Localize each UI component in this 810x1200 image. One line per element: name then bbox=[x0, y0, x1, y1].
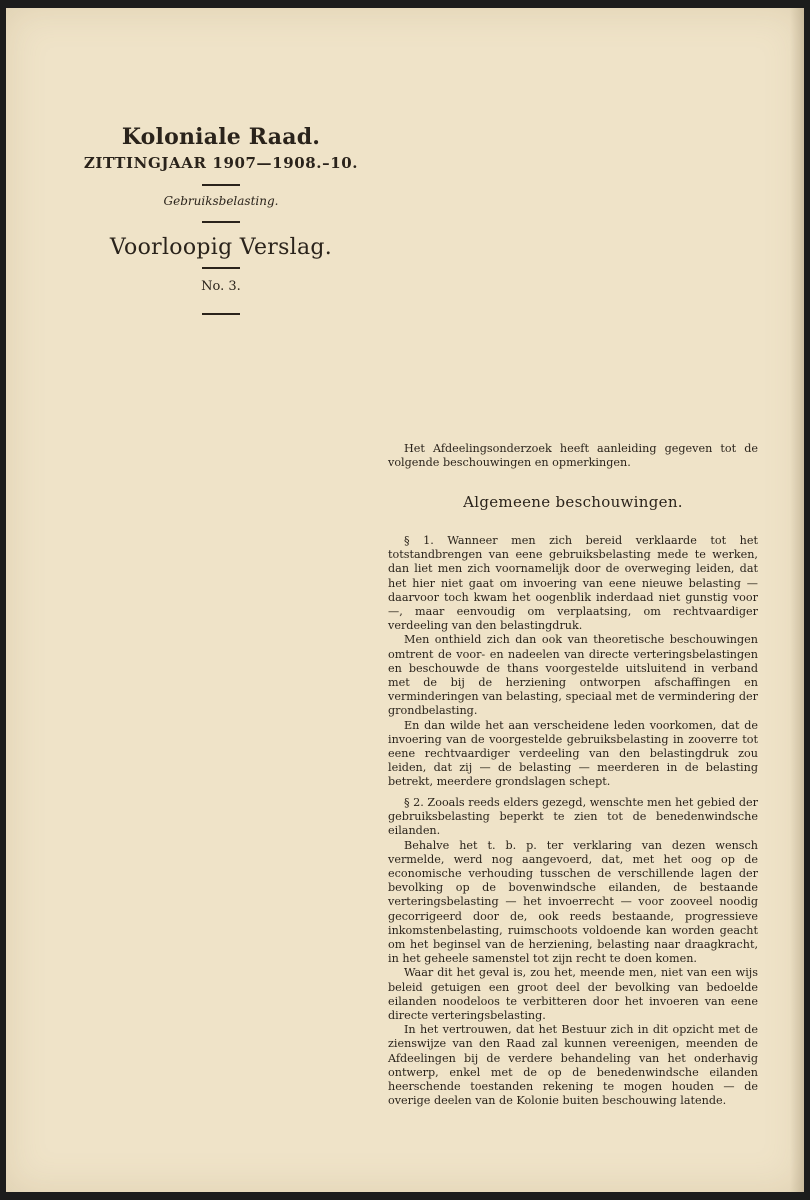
divider bbox=[202, 313, 240, 315]
paragraph: Behalve het t. b. p. ter verklaring van dezen wensch vermelde, werd nog aangevoerd, dat, met het oog op de economische verhouding tusschen de verschillende lagen der bevolking op de bovenwindsche eilanden, de bestaande verteringsbelasting — het invoerrecht — voor zooveel noodig gecorrigeerd door de, ook reeds bestaande, progressieve inkomstenbelasting, ruimschoots voldoende kan worden geacht om het beginsel van de herziening, belasting naar draagkracht, in het geheele samenstel tot zijn recht te doen komen. bbox=[388, 838, 758, 966]
section-1 bbox=[388, 534, 758, 790]
subject-label: Gebruiksbelasting. bbox=[163, 194, 279, 208]
council-title: Koloniale Raad. bbox=[121, 124, 321, 150]
intro-paragraph bbox=[388, 442, 758, 470]
document-number: No. 3. bbox=[201, 279, 241, 294]
paragraph: En dan wilde het aan verscheidene leden voorkomen, dat de invoering van de voorgestelde gebruiksbelasting in zooverre tot eene rechtvaardiger verdeeling van den belastingdruk zou leiden, dat zij — de belasting — meerderen in de belasting betrekt, meerdere grondslagen schept. bbox=[388, 718, 758, 789]
paragraph: § 2. Zooals reeds elders gezegd, wenschte men het gebied der gebruiksbelasting beperkt te zien tot de benedenwindsche eilanden. bbox=[388, 796, 758, 838]
intro-text: Het Afdeelingsonderzoek heeft aanleiding gegeven tot de volgende beschouwingen en opmerkingen. bbox=[388, 442, 758, 470]
divider bbox=[202, 267, 240, 269]
session-year: ZITTINGJAAR 1907—1908.–10. bbox=[83, 154, 359, 172]
report-title: Voorloopig Verslag. bbox=[109, 235, 333, 260]
divider bbox=[202, 184, 240, 186]
paragraph: Waar dit het geval is, zou het, meende men, niet van een wijs beleid getuigen een groot deel der bevolking van bedoelde eilanden noodeloos te verbitteren door het invoeren van eene directe verteringsbelasting. bbox=[388, 966, 758, 1023]
paragraph: § 1. Wanneer men zich bereid verklaarde tot het totstandbrengen van eene gebruiksbelasting mede te werken, dan liet men zich voornamelijk door de overweging leiden, dat het hier niet gaat om invoering van eene nieuwe belasting — daarvoor toch kwam het oogenblik inderdaad niet gunstig voor —, maar eenvoudig om verplaatsing, om rechtvaardiger verdeeling van den belastingdruk. bbox=[388, 534, 758, 633]
paragraph: Men onthield zich dan ook van theoretische beschouwingen omtrent de voor- en nadeelen van directe verteringsbelastingen en beschouwde de thans voorgestelde uitsluitend in verband met de bij de herziening ontworpen afschaffingen en verminderingen van belasting, speciaal met de vermindering der grondbelasting. bbox=[388, 633, 758, 718]
section-heading: Algemeene beschouwingen. bbox=[463, 493, 683, 511]
paragraph: In het vertrouwen, dat het Bestuur zich in dit opzicht met de zienswijze van den Raad zal kunnen vereenigen, meenden de Afdeelingen bij de verdere behandeling van het onderhavig ontwerp, enkel met de op de benedenwindsche eilanden heerschende toestanden rekening te mogen houden — de overige deelen van de Kolonie buiten beschouwing latende. bbox=[388, 1023, 758, 1108]
section-2 bbox=[388, 796, 758, 1108]
document-page bbox=[6, 8, 804, 1192]
divider bbox=[202, 221, 240, 223]
